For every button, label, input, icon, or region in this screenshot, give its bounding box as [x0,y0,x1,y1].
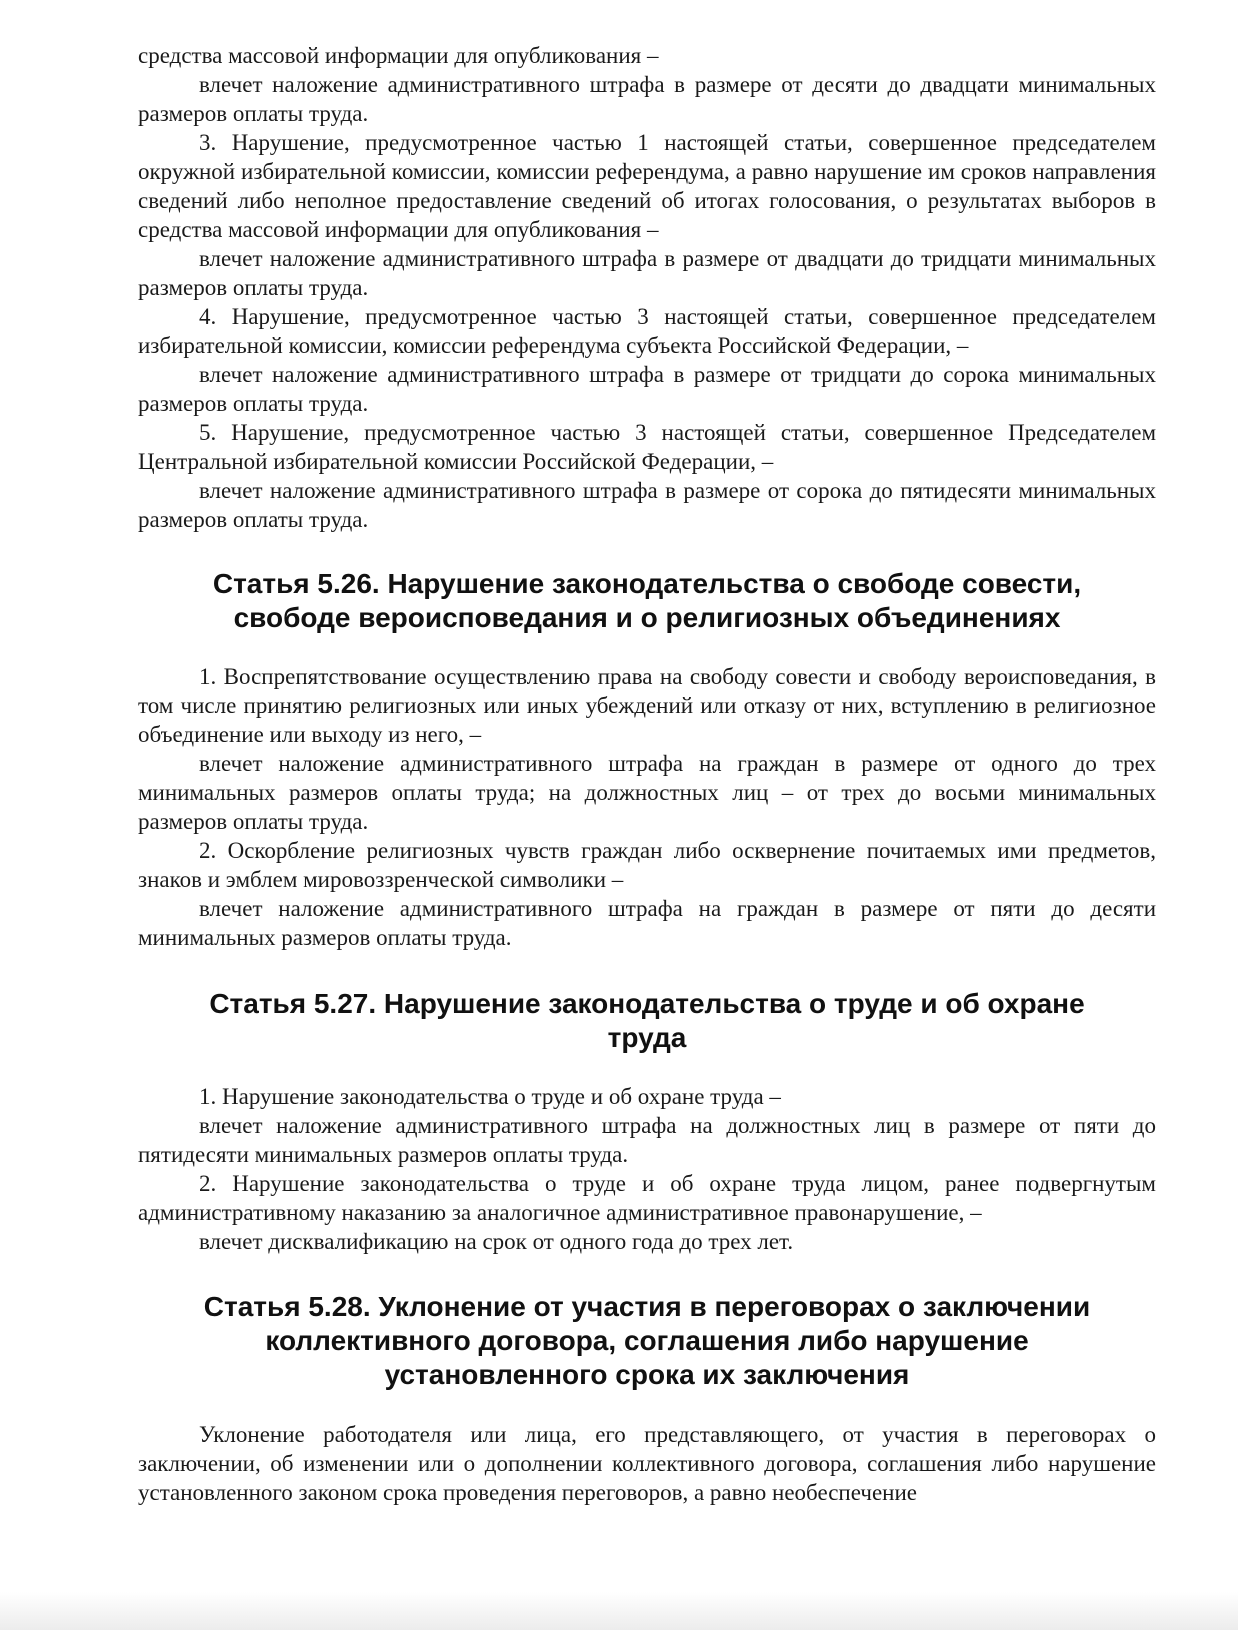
clause-paragraph-2: 2. Оскорбление религиозных чувств граждан либо осквернение почитаемых ими предметов, знаков и эмблем мировоззренческой символики – [138,838,1156,892]
heading-line: труда [607,1022,687,1053]
penalty-paragraph: влечет наложение административного штрафа на граждан в размере от пяти до десяти минимальных размеров оплаты труда. [138,896,1156,950]
continuation-line: средства массовой информации для опубликования – [138,43,659,68]
penalty-paragraph: влечет наложение административного штрафа на должностных лиц в размере от пяти до пятидесяти минимальных размеров оплаты труда. [138,1113,1156,1167]
article-5-26-heading [138,567,1156,635]
clause-paragraph-1: 1. Нарушение законодательства о труде и об охране труда – [199,1084,781,1109]
heading-line: Статья 5.28. Уклонение от участия в переговорах о заключении [203,1291,1091,1322]
penalty-paragraph: влечет наложение административного штрафа в размере от двадцати до тридцати минимальных размеров оплаты труда. [138,246,1156,300]
clause-paragraph-1: 1. Воспрепятствование осуществлению права на свободу совести и свободу вероисповедания, в том числе принятию религиозных или иных убеждений или отказу от них, вступлению в религиозное объединение или выходу из него, – [138,664,1156,747]
article-body-paragraph: Уклонение работодателя или лица, его представляющего, от участия в переговорах о заключении, об изменении или о дополнении коллективного договора, соглашения либо нарушение установленного законом срока проведения переговоров, а равно необеспечение [138,1422,1156,1505]
penalty-paragraph: влечет наложение административного штрафа в размере от тридцати до сорока минимальных размеров оплаты труда. [138,362,1156,416]
penalty-paragraph: влечет наложение административного штрафа в размере от сорока до пятидесяти минимальных размеров оплаты труда. [138,478,1156,532]
clause-paragraph-3: 3. Нарушение, предусмотренное частью 1 настоящей статьи, совершенное председателем окружной избирательной комиссии, комиссии референдума, а равно нарушение им сроков направления сведений либо неполное предоставление сведений об итогах голосования, о результатах выборов в средства массовой информации для опубликования – [138,130,1156,242]
heading-line: свободе вероисповедания и о религиозных объединениях [233,602,1061,633]
penalty-paragraph: влечет наложение административного штрафа в размере от десяти до двадцати минимальных размеров оплаты труда. [138,72,1156,126]
document-body [138,41,1156,1507]
page-bottom-edge [0,1592,1238,1630]
clause-paragraph-4: 4. Нарушение, предусмотренное частью 3 настоящей статьи, совершенное председателем избирательной комиссии, комиссии референдума субъекта Российской Федерации, – [138,304,1156,358]
clause-paragraph-2: 2. Нарушение законодательства о труде и об охране труда лицом, ранее подвергнутым административному наказанию за аналогичное административное правонарушение, – [138,1171,1156,1225]
penalty-paragraph: влечет дисквалификацию на срок от одного года до трех лет. [199,1229,794,1254]
article-5-27-heading [138,987,1156,1055]
heading-line: Статья 5.27. Нарушение законодательства о труде и об охране [209,988,1085,1019]
article-5-28-heading [138,1290,1156,1392]
heading-line: коллективного договора, соглашения либо нарушение [265,1325,1029,1356]
penalty-paragraph: влечет наложение административного штрафа на граждан в размере от одного до трех минимальных размеров оплаты труда; на должностных лиц – от трех до восьми минимальных размеров оплаты труда. [138,751,1156,834]
clause-paragraph-5: 5. Нарушение, предусмотренное частью 3 настоящей статьи, совершенное Председателем Центральной избирательной комиссии Российской Федерации, – [138,420,1156,474]
heading-line: Статья 5.26. Нарушение законодательства о свободе совести, [212,568,1082,599]
heading-line: установленного срока их заключения [384,1359,910,1390]
